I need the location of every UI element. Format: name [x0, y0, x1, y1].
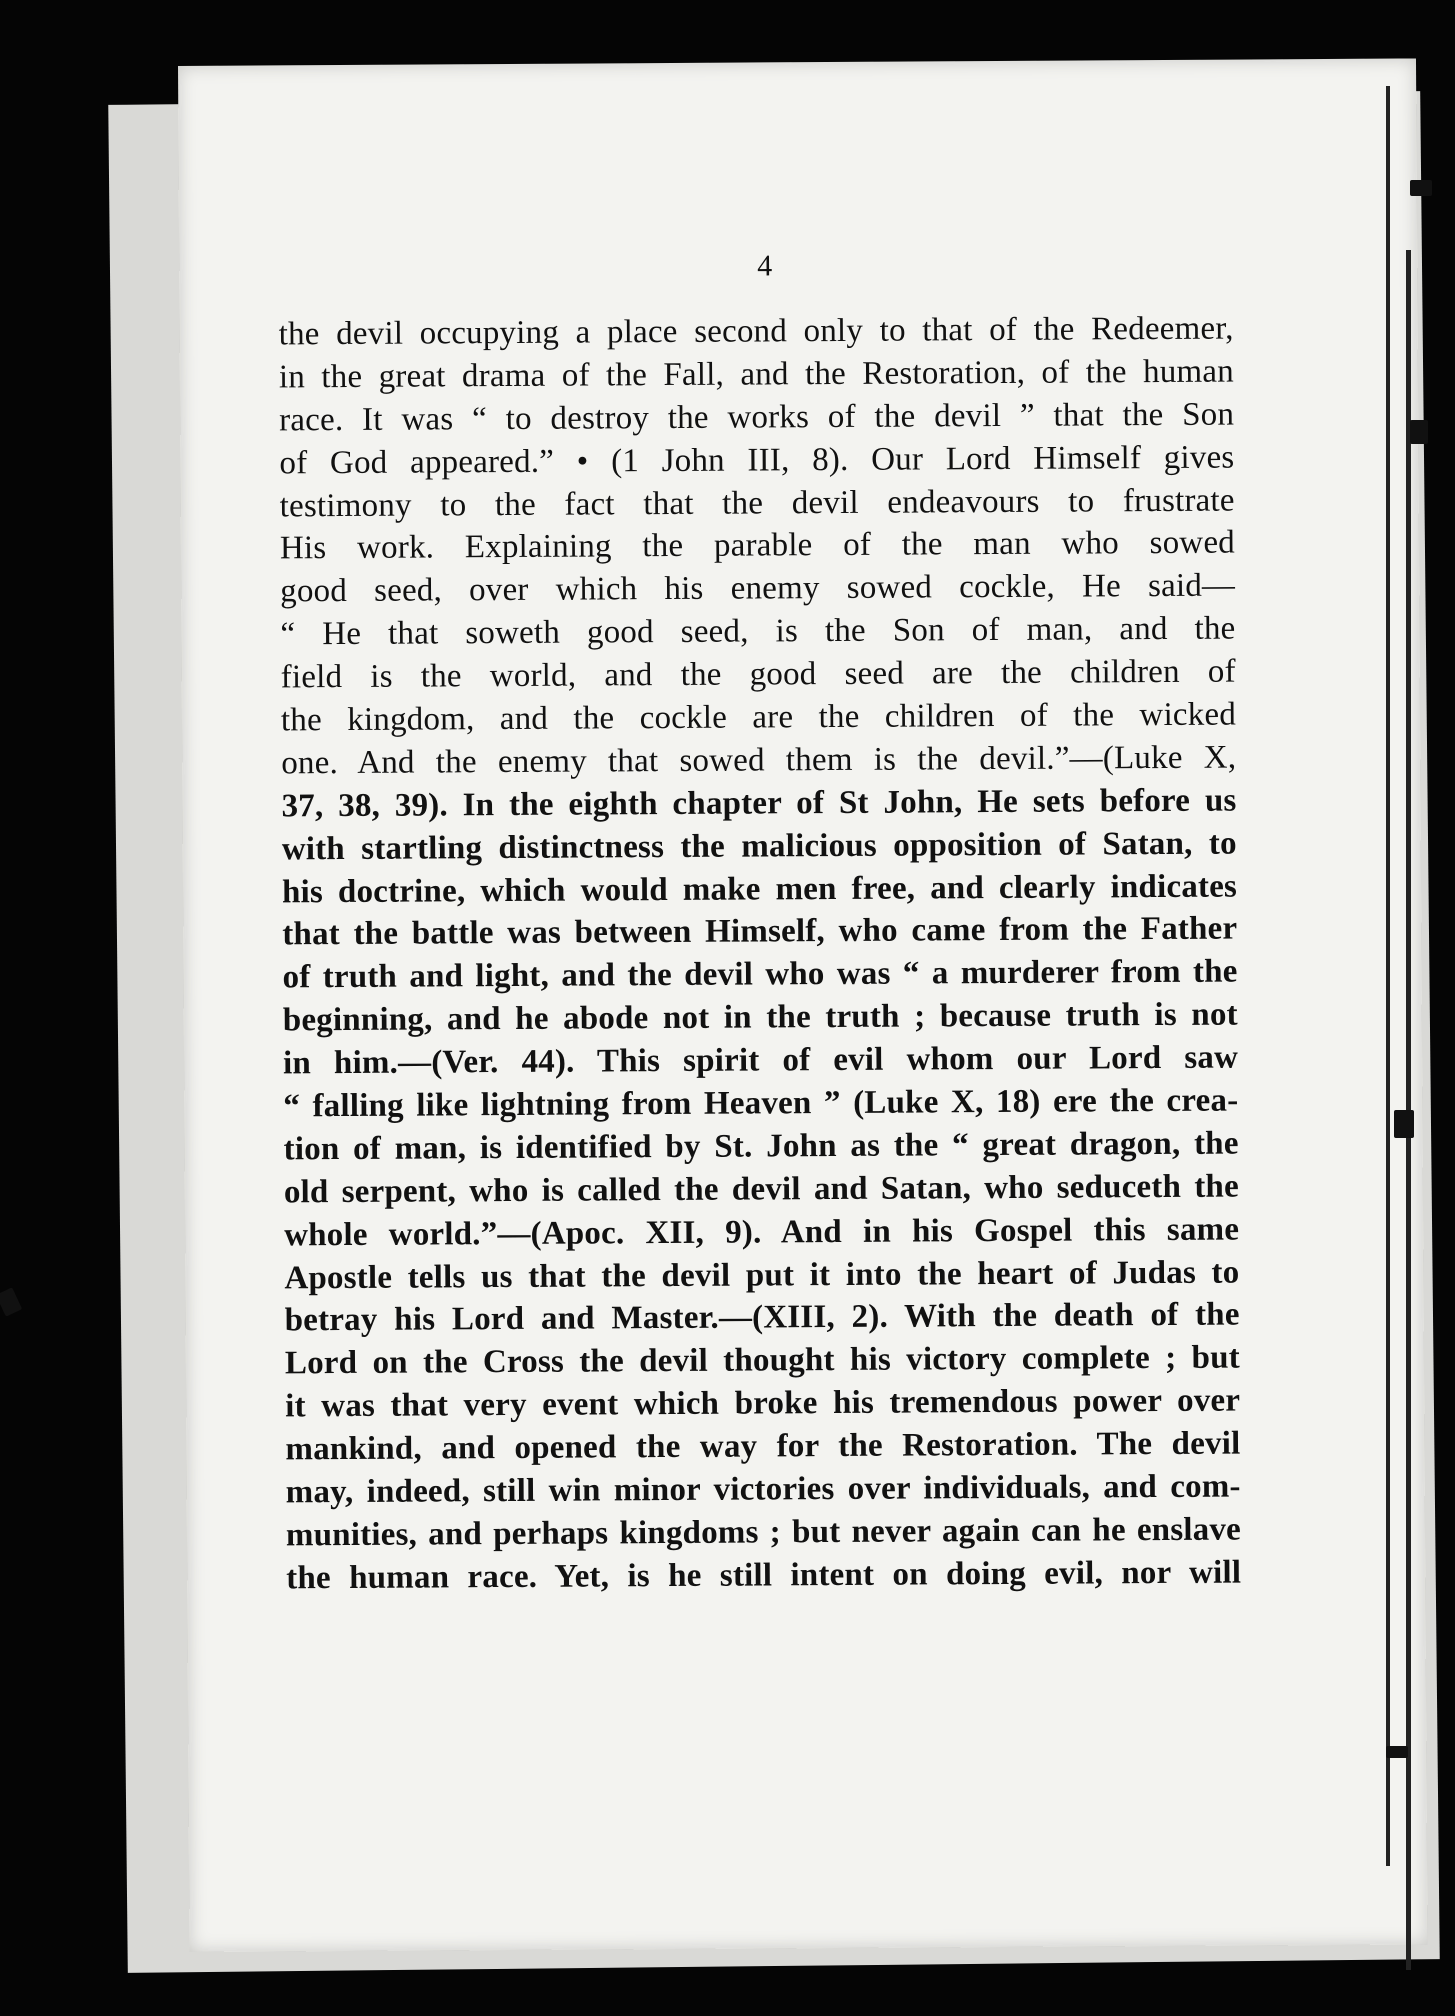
text-line-25: Lord on the Cross the devil thought his victory complete ; but: [284, 1339, 1241, 1382]
text-line-12: 37, 38, 39). In the eighth chapter of St John, He sets before us: [281, 782, 1237, 825]
text-line-15: that the battle was between Himself, who came from the Father: [282, 911, 1238, 953]
text-line-10: the kingdom, and the cockle are the children of the wicked: [280, 696, 1237, 739]
text-line-29: munities, and perhaps kingdoms ; but never again can he enslave: [285, 1511, 1242, 1554]
text-line-8: “ He that soweth good seed, is the Son of man, and the: [280, 610, 1236, 653]
text-line-18: in him.—(Ver. 44). This spirit of evil whom our Lord saw: [282, 1039, 1239, 1082]
text-line-24: betray his Lord and Master.—(XIII, 2). With the death of the: [284, 1297, 1240, 1339]
text-line-4: of God appeared.” • (1 John III, 8). Our Lord Himself gives: [279, 439, 1235, 482]
binding-tab-bottom: [1386, 1746, 1408, 1758]
text-line-30: the human race. Yet, is he still intent on doing evil, nor will: [286, 1554, 1242, 1597]
binding-tab-middle: [1410, 420, 1428, 444]
binding-tab-lower: [1394, 1110, 1414, 1138]
text-line-7: good seed, over which his enemy sowed cockle, He said—: [280, 567, 1236, 610]
document-page: [178, 58, 1427, 1952]
text-line-5: testimony to the fact that the devil endeavours to frustrate: [279, 482, 1235, 524]
text-line-21: old serpent, who is called the devil and Satan, who seduceth the: [283, 1168, 1239, 1211]
text-line-1: the devil occupying a place second only to that of the Redeemer,: [278, 310, 1234, 353]
text-line-19: “ falling like lightning from Heaven ” (Luke X, 18) ere the crea-: [283, 1082, 1239, 1125]
text-line-11: one. And the enemy that sowed them is the devil.”—(Luke X,: [281, 739, 1237, 782]
text-line-14: his doctrine, which would make men free, and clearly indicates: [281, 868, 1238, 910]
text-line-20: tion of man, is identified by St. John as the “ great dragon, the: [283, 1125, 1239, 1168]
text-line-9: field is the world, and the good seed are the children of: [280, 653, 1236, 696]
text-line-27: mankind, and opened the way for the Restoration. The devil: [285, 1425, 1241, 1468]
text-line-2: in the great drama of the Fall, and the Restoration, of the human: [278, 353, 1234, 396]
text-line-17: beginning, and he abode not in the truth ; because truth is not: [282, 996, 1238, 1039]
text-line-28: may, indeed, still win minor victories over individuals, and com-: [285, 1468, 1241, 1511]
right-binding-line: [1386, 86, 1390, 1866]
text-line-22: whole world.”—(Apoc. XII, 9). And in his Gospel this same: [284, 1211, 1240, 1254]
binding-tab-top: [1410, 180, 1432, 196]
text-line-6: His work. Explaining the parable of the man who sowed: [279, 525, 1236, 567]
body-text: [279, 308, 1242, 1601]
text-line-23: Apostle tells us that the devil put it into the heart of Judas to: [284, 1254, 1240, 1296]
text-line-26: it was that very event which broke his tremendous power over: [285, 1382, 1241, 1425]
page-number: 4: [757, 249, 773, 283]
text-line-3: race. It was “ to destroy the works of the devil ” that the Son: [279, 396, 1235, 439]
text-line-16: of truth and light, and the devil who was “ a murderer from the: [282, 953, 1238, 996]
text-line-13: with startling distinctness the malicious opposition of Satan, to: [281, 825, 1237, 868]
left-edge-specks: [0, 1287, 22, 1316]
